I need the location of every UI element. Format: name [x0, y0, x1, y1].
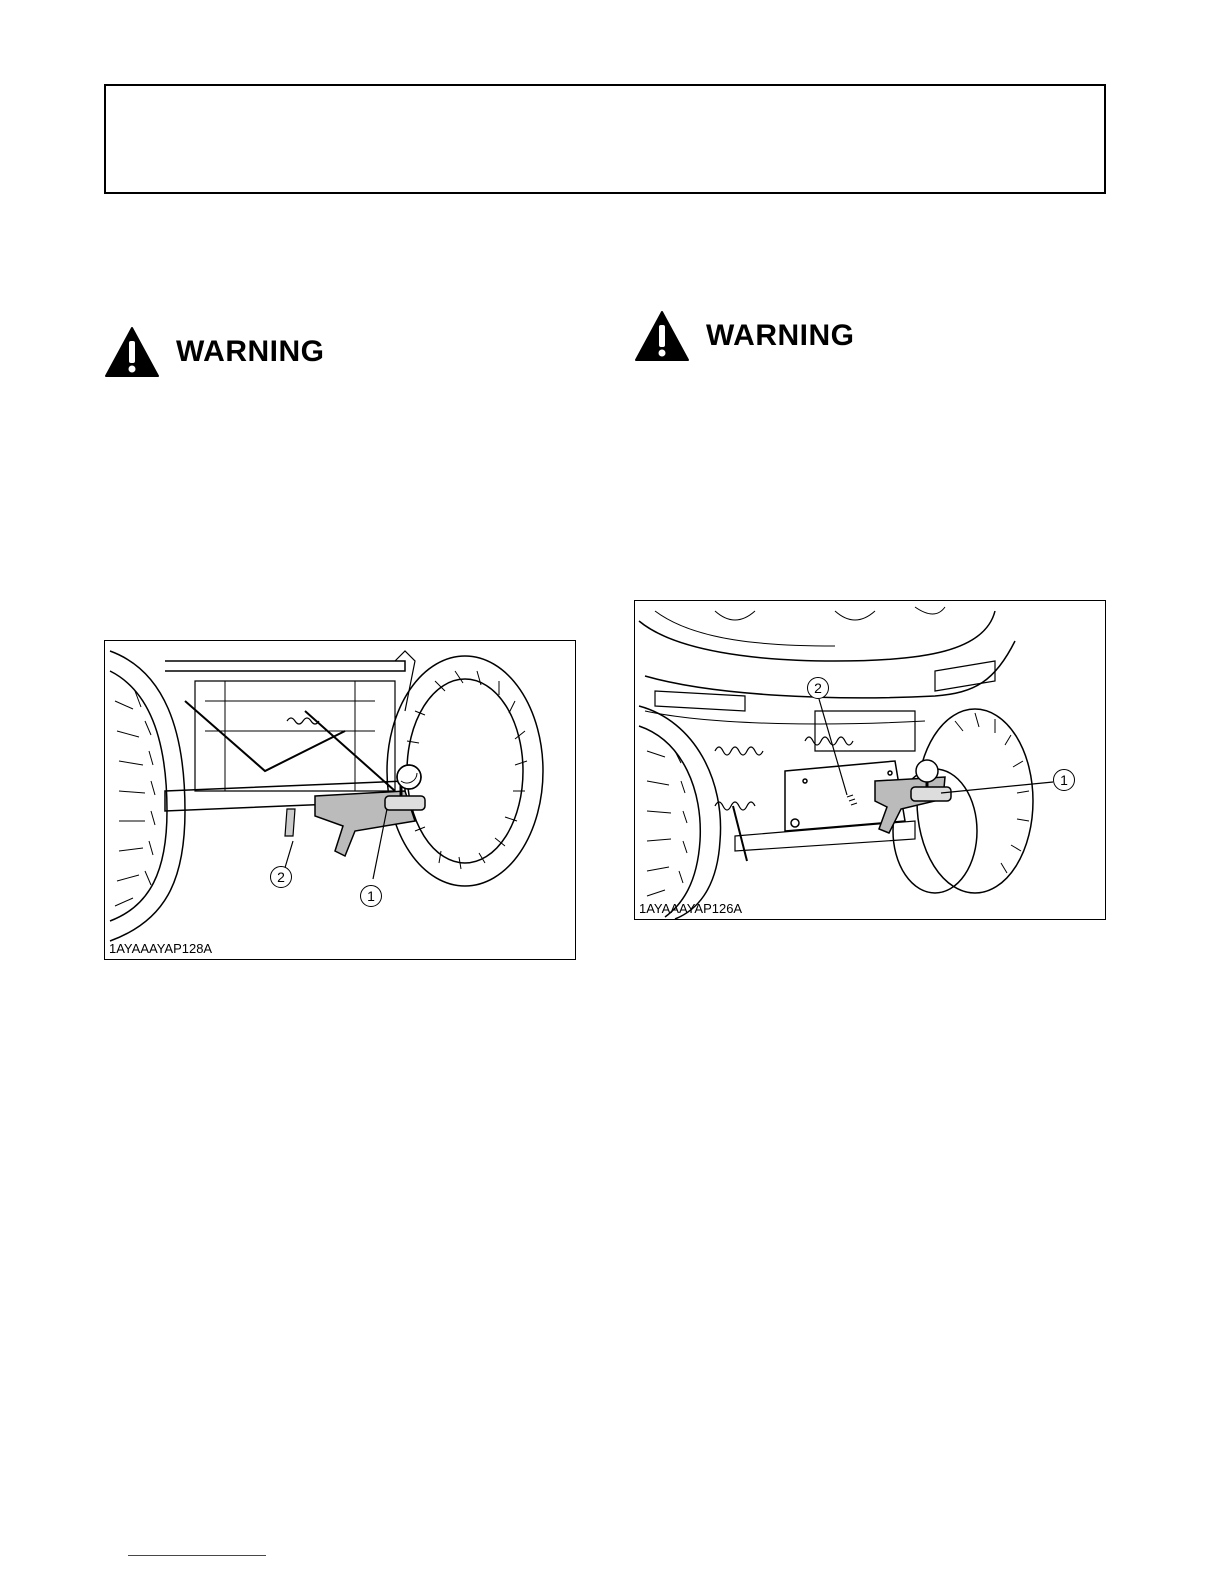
callout-1: 1: [360, 885, 382, 907]
warning-triangle-icon: [104, 326, 160, 378]
figure-code: 1AYAAAYAP126A: [639, 901, 743, 916]
footer-rule: [128, 1555, 266, 1556]
warning-heading-left: [104, 326, 325, 378]
callout-1: 1: [1053, 769, 1075, 791]
warning-label: WARNING: [706, 319, 855, 352]
callout-2: 2: [807, 677, 829, 699]
warning-label: WARNING: [176, 335, 325, 368]
warning-heading-right: [634, 310, 855, 362]
header-box: [104, 84, 1106, 194]
figure-hitch-right: [634, 600, 1106, 920]
figure-code: 1AYAAAYAP128A: [109, 941, 213, 956]
hitch-illustration: [105, 641, 576, 960]
warning-triangle-icon: [634, 310, 690, 362]
hitch-illustration: [635, 601, 1106, 920]
figure-hitch-left: [104, 640, 576, 960]
callout-2: 2: [270, 866, 292, 888]
